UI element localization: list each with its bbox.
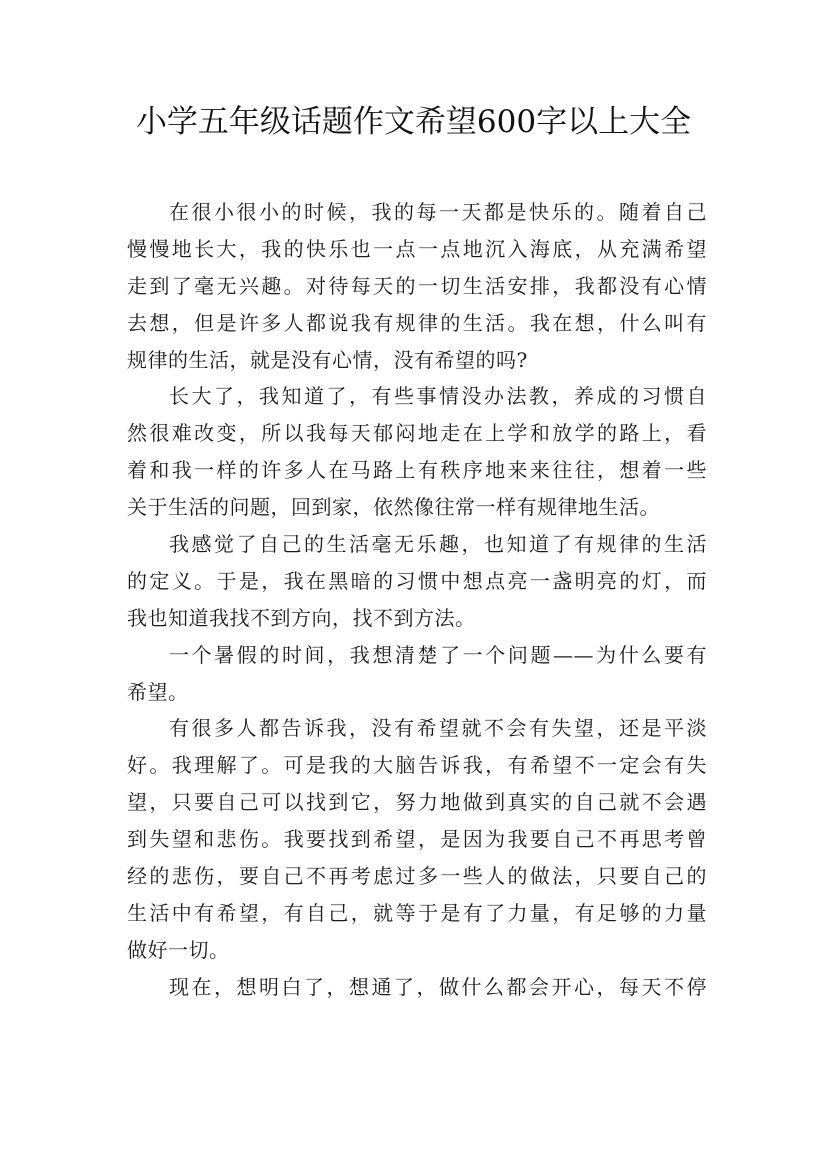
- text-line: 然很难改变，所以我每天郁闷地走在上学和放学的路上，看: [127, 421, 707, 446]
- text-line: 做好一切。: [127, 937, 230, 962]
- text-line: 望，只要自己可以找到它，努力地做到真实的自己就不会遇: [127, 790, 707, 815]
- text-line: 经的悲伤，要自己不再考虑过多一些人的做法，只要自己的: [127, 864, 707, 889]
- text-line: 我也知道我找不到方向，找不到方法。: [127, 605, 476, 630]
- text-line: 生活中有希望，有自己，就等于是有了力量，有足够的力量: [127, 900, 707, 925]
- text-line: 一个暑假的时间，我想清楚了一个问题——为什么要有: [169, 642, 707, 667]
- text-line: 走到了毫无兴趣。对待每天的一切生活安排，我都没有心情: [127, 273, 707, 298]
- text-line: 好。我理解了。可是我的大脑告诉我，有希望不一定会有失: [127, 753, 707, 778]
- text-line: 慢慢地长大，我的快乐也一点一点地沉入海底，从充满希望: [127, 236, 707, 261]
- text-line: 我感觉了自己的生活毫无乐趣，也知道了有规律的生活: [169, 532, 707, 557]
- page-title: 小学五年级话题作文希望600字以上大全: [135, 104, 692, 140]
- text-line: 关于生活的问题，回到家，依然像往常一样有规律地生活。: [127, 495, 660, 520]
- text-line: 长大了，我知道了，有些事情没办法教，养成的习惯自: [169, 384, 707, 409]
- text-line: 着和我一样的许多人在马路上有秩序地来来往往，想着一些: [127, 458, 707, 483]
- text-line: 希望。: [127, 679, 189, 704]
- text-line: 的定义。于是，我在黑暗的习惯中想点亮一盏明亮的灯，而: [127, 568, 707, 593]
- article-body: [127, 194, 707, 1006]
- text-line: 去想，但是许多人都说我有规律的生活。我在想，什么叫有: [127, 310, 707, 335]
- text-line: 在很小很小的时候，我的每一天都是快乐的。随着自己: [169, 200, 707, 224]
- text-line: 有很多人都告诉我，没有希望就不会有失望，还是平淡: [169, 716, 707, 741]
- text-line: 到失望和悲伤。我要找到希望，是因为我要自己不再思考曾: [127, 827, 707, 852]
- text-line: 现在，想明白了，想通了，做什么都会开心，每天不停: [169, 974, 707, 999]
- text-line: 规律的生活，就是没有心情，没有希望的吗?: [127, 347, 528, 372]
